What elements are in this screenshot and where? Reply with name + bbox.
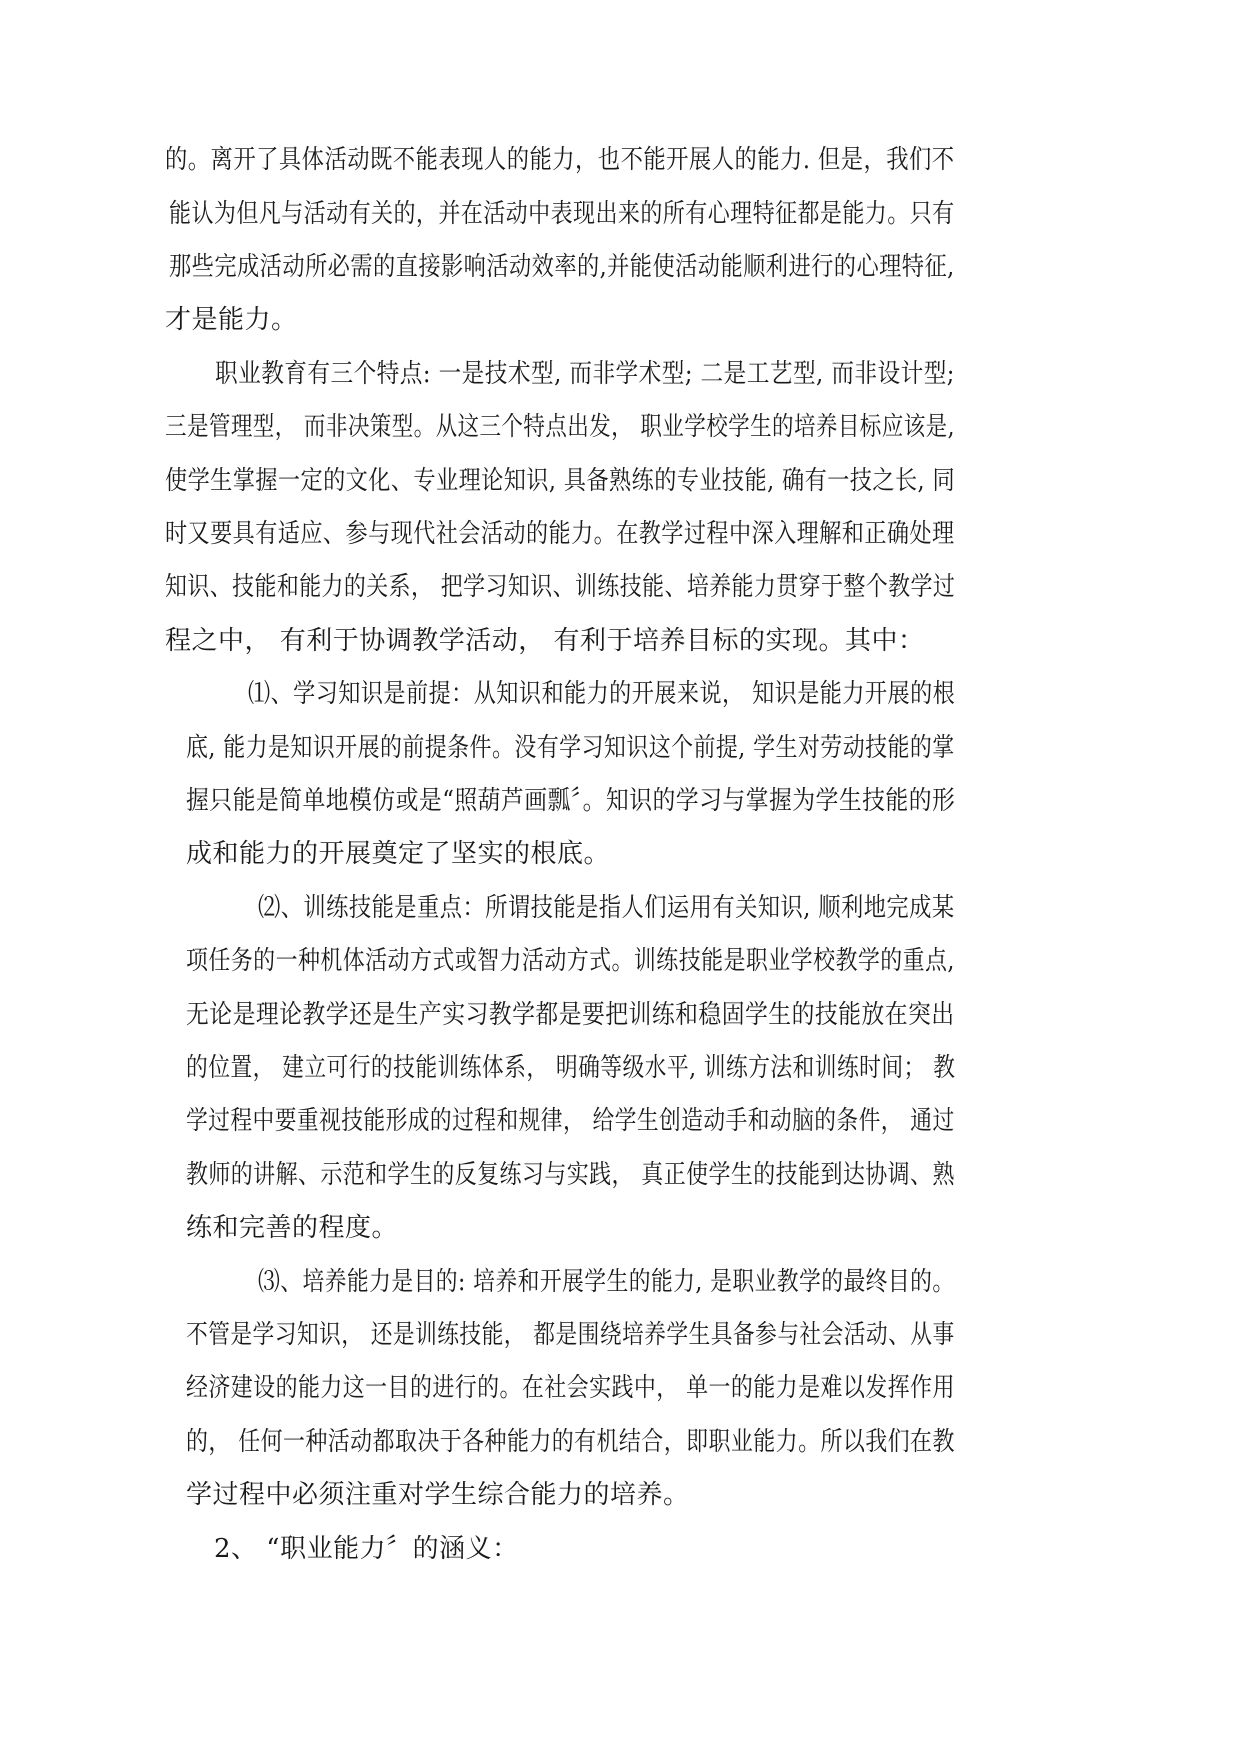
text-line: 才是能力。 bbox=[165, 305, 298, 335]
text-line: 那些完成活动所必需的直接影响活动效率的,并能使活动能顺利进行的心理特征, bbox=[169, 252, 955, 282]
text-line: 项任务的一种机体活动方式或智力活动方式。训练技能是职业学校教学的重点, bbox=[186, 946, 955, 976]
text-line: 学过程中必须注重对学生综合能力的培养。 bbox=[186, 1480, 690, 1510]
text-line: 知识、技能和能力的关系， 把学习知识、训练技能、培养能力贯穿于整个教学过 bbox=[165, 572, 956, 602]
text-line: 程之中， 有利于协调教学活动， 有利于培养目标的实现。其中： bbox=[165, 626, 925, 656]
section-heading: 2、 “职业能力〞的涵义： bbox=[214, 1534, 519, 1564]
text-line: 三是管理型， 而非决策型。从这三个特点出发， 职业学校学生的培养目标应该是, bbox=[165, 412, 955, 442]
text-line: 练和完善的程度。 bbox=[186, 1213, 399, 1243]
text-line: 能认为但凡与活动有关的，并在活动中表现出来的所有心理特征都是能力。只有 bbox=[169, 199, 955, 229]
text-line: 成和能力的开展奠定了坚实的根底。 bbox=[186, 839, 611, 869]
text-line: 经济建设的能力这一目的进行的。在社会实践中， 单一的能力是难以发挥作用 bbox=[186, 1373, 955, 1403]
text-line: ⑶、培养能力是目的: 培养和开展学生的能力, 是职业教学的最终目的。 bbox=[258, 1267, 955, 1297]
text-line: ⑴、学习知识是前提：从知识和能力的开展来说， 知识是能力开展的根 bbox=[248, 679, 956, 709]
text-line: 的， 任何一种活动都取决于各种能力的有机结合，即职业能力。所以我们在教 bbox=[186, 1427, 955, 1457]
text-line: 底, 能力是知识开展的前提条件。没有学习知识这个前提, 学生对劳动技能的掌 bbox=[186, 733, 955, 763]
text-line: 握只能是简单地模仿或是“照葫芦画瓢〞。知识的学习与掌握为学生技能的形 bbox=[186, 786, 956, 816]
text-line: 不管是学习知识， 还是训练技能， 都是围绕培养学生具备参与社会活动、从事 bbox=[186, 1320, 955, 1350]
text-line: 职业教育有三个特点: 一是技术型, 而非学术型; 二是工艺型, 而非设计型; bbox=[215, 359, 955, 389]
text-line: 的位置， 建立可行的技能训练体系， 明确等级水平, 训练方法和训练时间； 教 bbox=[186, 1053, 956, 1083]
text-line: 无论是理论教学还是生产实习教学都是要把训练和稳固学生的技能放在突出 bbox=[186, 1000, 955, 1030]
text-line: 时又要具有适应、参与现代社会活动的能力。在教学过程中深入理解和正确处理 bbox=[165, 519, 955, 549]
text-line: ⑵、训练技能是重点：所谓技能是指人们运用有关知识, 顺利地完成某 bbox=[258, 893, 955, 923]
text-line: 使学生掌握一定的文化、专业理论知识, 具备熟练的专业技能, 确有一技之长, 同 bbox=[165, 466, 956, 496]
text-line: 学过程中要重视技能形成的过程和规律， 给学生创造动手和动脑的条件， 通过 bbox=[186, 1106, 955, 1136]
text-line: 教师的讲解、示范和学生的反复练习与实践， 真正使学生的技能到达协调、熟 bbox=[186, 1160, 955, 1190]
text-line: 的。离开了具体活动既不能表现人的能力，也不能开展人的能力. 但是，我们不 bbox=[165, 145, 955, 175]
